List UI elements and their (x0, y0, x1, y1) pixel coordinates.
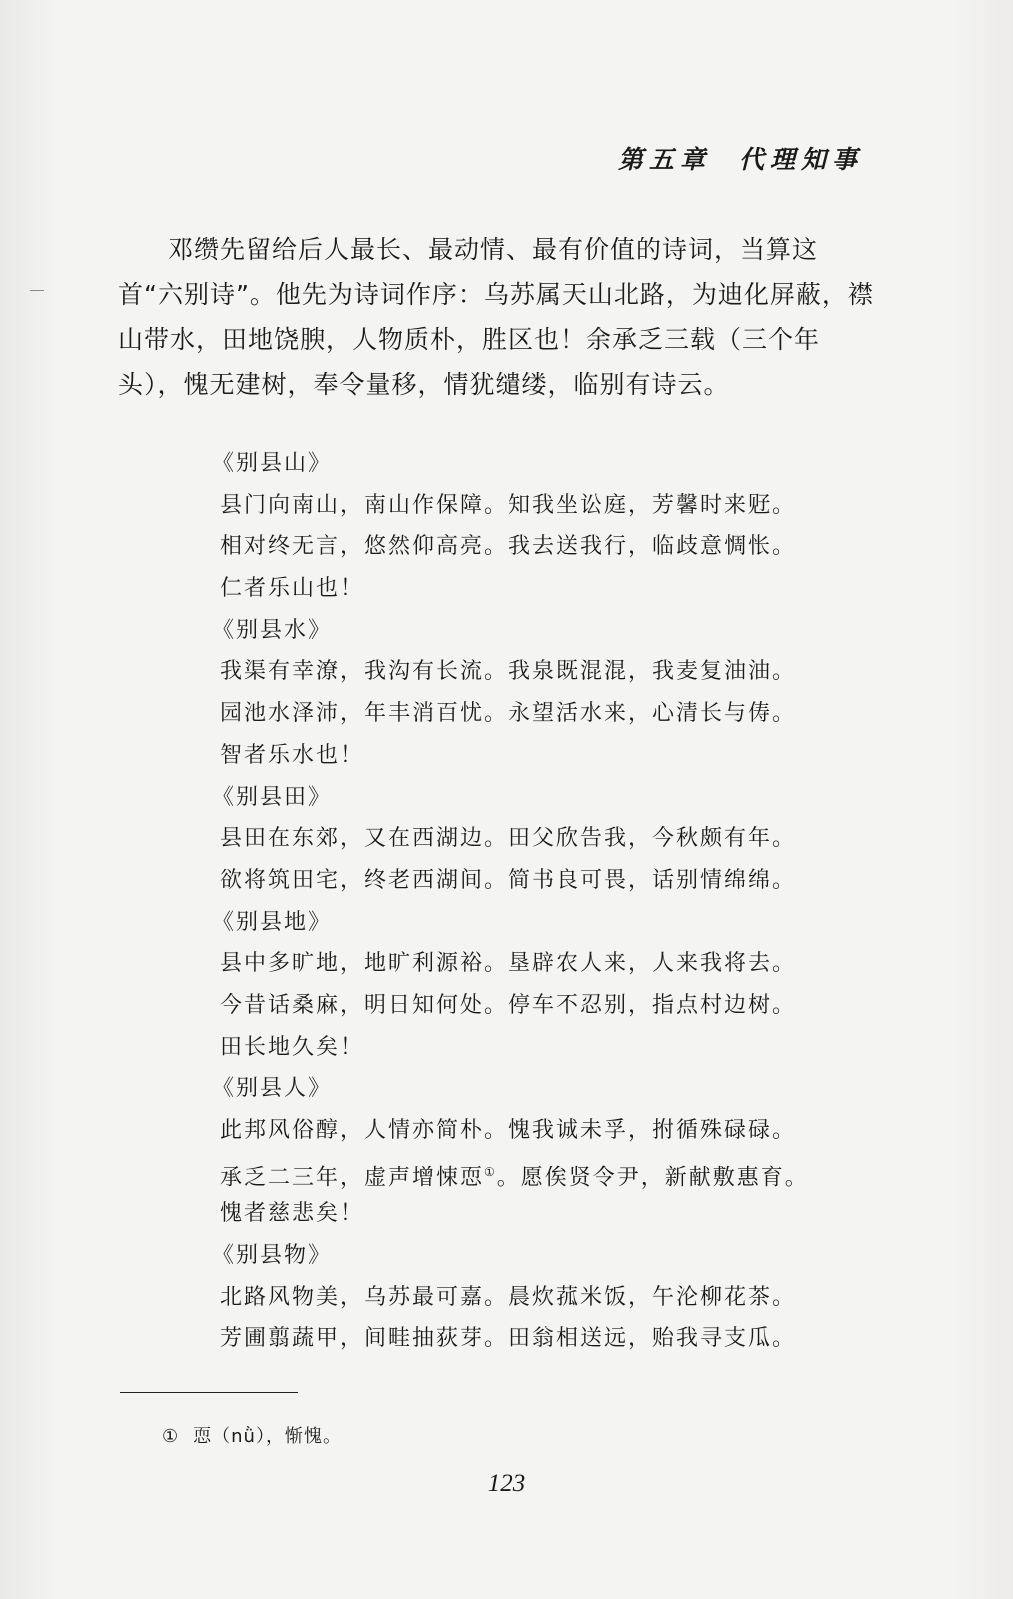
poem-line-text: 。愿俟贤令尹，新献敷惠育。 (496, 1165, 809, 1191)
poem-verse (212, 1152, 852, 1194)
poem-title (212, 1068, 852, 1110)
poem-verse (212, 1318, 852, 1360)
poem-title (212, 777, 852, 819)
poem-verse (212, 1110, 852, 1152)
page-number: 123 (487, 1470, 526, 1497)
poem-verse (212, 526, 852, 568)
poem-line-text: 我渠有幸潦，我沟有长流。我泉既混混，我麦复油油。 (220, 659, 797, 685)
chapter-title: 代理知事 (738, 145, 863, 174)
poem-line-text: 芳圃翦蔬甲，间畦抽荻芽。田翁相送远，贻我寻支瓜。 (220, 1326, 797, 1352)
poem-verse (212, 735, 852, 777)
poem-line-text: 县田在东郊，又在西湖边。田父欣告我，今秋颇有年。 (220, 826, 797, 852)
poem-verse (212, 818, 852, 860)
poem-line-text: 北路风物美，乌苏最可嘉。晨炊菰米饭，午沦柳花茶。 (220, 1284, 797, 1310)
poem-line-text: 仁者乐山也！ (220, 576, 365, 602)
poem-title (212, 902, 852, 944)
poem-line-text: 承乏二三年，虚声增悚恧 (220, 1165, 485, 1191)
poem-line-text: 此邦风俗醇，人情亦简朴。愧我诚未孚，拊循殊碌碌。 (220, 1118, 797, 1143)
poem-verse (212, 693, 852, 735)
poem-line-text: 欲将筑田宅，终老西湖间。简书良可畏，话别情绵绵。 (220, 867, 797, 893)
footnote-text: 恧（nǜ），惭愧。 (193, 1426, 342, 1447)
poem-line-text: 园池水泽沛，年丰消百忧。永望活水来，心清长与俦。 (220, 701, 797, 727)
poem-line-text: 《别县水》 (212, 617, 333, 643)
poem-verse (212, 1277, 852, 1319)
poem-line-text: 智者乐水也！ (220, 742, 365, 768)
footnote-divider (120, 1392, 298, 1393)
footnote-reference: ① (484, 1164, 497, 1179)
running-header (618, 140, 863, 176)
poem-line-text: 《别县山》 (212, 451, 333, 476)
poem-verse (212, 1027, 852, 1069)
intro-text (118, 227, 878, 407)
scan-artifact (30, 290, 44, 291)
poem-verse (212, 860, 852, 902)
poem-line-text: 县中多旷地，地旷利源裕。垦辟农人来，人来我将去。 (220, 951, 797, 977)
footnote (162, 1422, 342, 1448)
poem-verse (212, 568, 852, 610)
poem-title (212, 443, 852, 485)
poem-verse (212, 651, 852, 693)
poem-line-text: 今昔话桑麻，明日知何处。停车不忍别，指点村边树。 (220, 992, 797, 1018)
poem-line-text: 《别县田》 (212, 784, 333, 810)
poem-verse (212, 943, 852, 985)
poem-verse (212, 485, 852, 527)
poem-line-text: 《别县地》 (212, 909, 333, 935)
footnote-mark: ① (162, 1426, 180, 1447)
poem-line-text: 田长地久矣！ (220, 1034, 365, 1060)
poem-line-text: 《别县人》 (212, 1076, 333, 1102)
poem-line-text: 愧者慈悲矣！ (220, 1201, 365, 1227)
chapter-number: 第五章 (617, 145, 711, 174)
poem-title (212, 1235, 852, 1277)
poem-line-text: 县门向南山，南山作保障。知我坐讼庭，芳馨时来觃。 (220, 492, 797, 518)
poem-line-text: 《别县物》 (212, 1243, 333, 1269)
poem-title (212, 610, 852, 652)
poem-verse (212, 985, 852, 1027)
poem-block (212, 443, 852, 1360)
poem-verse (212, 1193, 852, 1235)
poem-line-text: 相对终无言，悠然仰高亮。我去送我行，临歧意惆怅。 (220, 534, 797, 560)
intro-paragraph: 邓缵先留给后人最长、最动情、最有价值的诗词，当算这首“六别诗”。他先为诗词作序：乌苏属天山北路，为迪化屏蔽，襟山带水，田地饶腴，人物质朴，胜区也！余承乏三载（三个年头），愧无建树，奉令量移，情犹缱缕，临别有诗云。 (118, 235, 874, 399)
